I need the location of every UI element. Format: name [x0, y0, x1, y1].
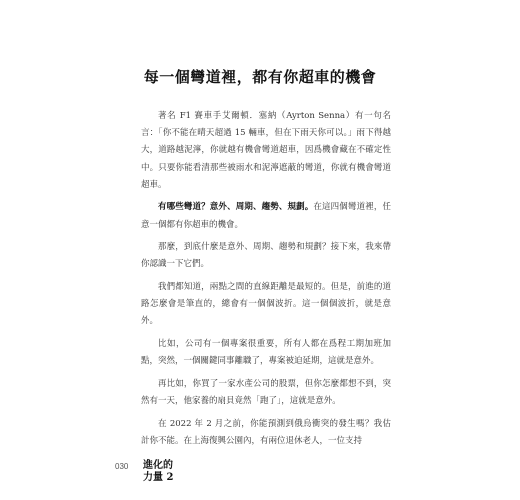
paragraph-text: 著名 F1 賽車手艾爾頓．塞納（Ayrton Senna）有一句名言：「你不能在晴天超過 15 輛車，但在下雨天你可以。」雨下得越大，道路越泥濘，你就越有機會彎道超車，因爲機會藏在不確定性中。只要你能看清那些被雨水和泥濘遮蔽的彎道，你就有機會彎道超車。 [141, 111, 391, 190]
paragraph [141, 376, 391, 410]
chapter-title: 每一個彎道裡，都有你超車的機會 [143, 68, 377, 86]
paragraph-text: 在這四個彎道裡，任意一個都有你超車的機會。 [141, 202, 391, 230]
paragraph-text: 再比如，你買了一家水產公司的股票，但你怎麼都想不到，突然有一天，他家養的扇貝竟然「跑了」，這就是意外。 [141, 378, 391, 406]
paragraph-text: 那麼，到底什麼是意外、周期、趨勢和規劃？接下來，我來帶你認識一下它們。 [141, 242, 391, 270]
paragraph [141, 239, 391, 273]
paragraph [141, 416, 391, 450]
book-title-line-1: 進化的 [143, 460, 173, 471]
paragraph-text: 在 2022 年 2 月之前，你能預測到俄烏衝突的發生嗎？我估計你不能。在上海復興公園內，有兩位退休老人，一位支持 [141, 418, 391, 446]
page-number: 030 [115, 462, 129, 471]
paragraph [141, 108, 391, 194]
bold-lead-text: 有哪些彎道？意外、周期、趨勢、規劃。 [158, 202, 314, 213]
paragraph-text: 比如，公司有一個專案很重要，所有人都在爲程工期加班加點，突然，一個關鍵同事離職了，專案被迫延期，這就是意外。 [141, 339, 391, 367]
paragraph-text: 我們都知道，兩點之間的直線距離是最短的。但是，前進的道路怎麼會是筆直的，總會有一個個波折。這一個個波折，就是意外。 [141, 282, 391, 327]
body-text [141, 108, 391, 455]
book-title [143, 460, 173, 484]
paragraph [141, 199, 391, 233]
book-title-line-2: 力量 2 [143, 472, 174, 483]
paragraph [141, 279, 391, 331]
paragraph [141, 336, 391, 370]
